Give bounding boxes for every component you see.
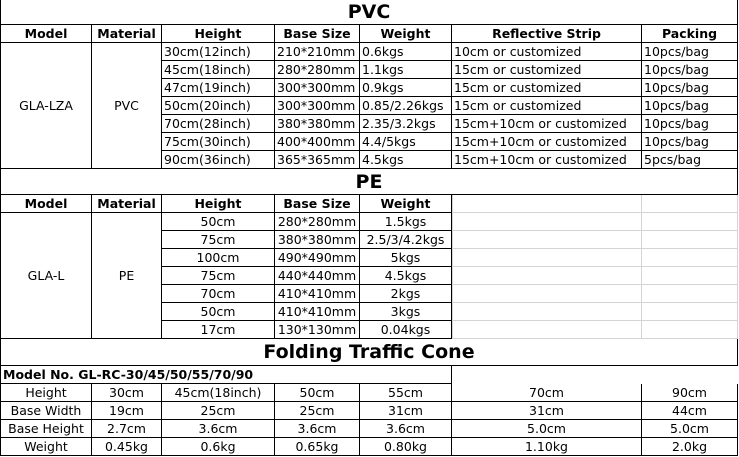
pvc-cell-height: 47cm(19inch) — [162, 79, 275, 97]
empty-grid-cell — [452, 213, 642, 231]
folding-model-number: Model No. GL-RC-30/45/50/55/70/90 — [0, 366, 452, 384]
pe-cell-base-size: 380*380mm — [275, 231, 360, 249]
pe-header-model: Model — [0, 195, 92, 213]
folding-cell-30: 30cm — [92, 384, 162, 402]
pe-section-title: PE — [0, 169, 738, 195]
pvc-cell-packing: 5pcs/bag — [642, 151, 738, 169]
empty-grid-cell — [642, 303, 738, 321]
pvc-header-height: Height — [162, 25, 275, 43]
pvc-cell-base-size: 280*280mm — [275, 61, 360, 79]
pe-cell-weight: 4.5kgs — [360, 267, 452, 285]
pe-header-weight: Weight — [360, 195, 452, 213]
pvc-header-material: Material — [92, 25, 162, 43]
pvc-cell-reflective-strip: 15cm or customized — [452, 61, 642, 79]
pe-cell-base-size: 440*440mm — [275, 267, 360, 285]
pvc-cell-weight: 1.1kgs — [360, 61, 452, 79]
folding-cell-30: 2.7cm — [92, 420, 162, 438]
empty-grid-cell — [452, 285, 642, 303]
empty-grid-cell — [452, 249, 642, 267]
pe-cell-height: 100cm — [162, 249, 275, 267]
pe-cell-height: 50cm — [162, 303, 275, 321]
pvc-cell-base-size: 300*300mm — [275, 79, 360, 97]
pvc-cell-height: 30cm(12inch) — [162, 43, 275, 61]
pe-cell-base-size: 490*490mm — [275, 249, 360, 267]
pvc-cell-reflective-strip: 10cm or customized — [452, 43, 642, 61]
empty-grid-cell — [642, 213, 738, 231]
pe-header-base-size: Base Size — [275, 195, 360, 213]
folding-cell-55: 31cm — [360, 402, 452, 420]
pvc-cell-height: 75cm(30inch) — [162, 133, 275, 151]
folding-cell-45: 0.6kg — [162, 438, 275, 456]
folding-cell-90: 5.0cm — [642, 420, 738, 438]
folding-cell-50: 0.65kg — [275, 438, 360, 456]
empty-grid-cell — [452, 231, 642, 249]
pvc-cell-packing: 10pcs/bag — [642, 115, 738, 133]
pvc-cell-height: 50cm(20inch) — [162, 97, 275, 115]
pvc-header-base-size: Base Size — [275, 25, 360, 43]
empty-grid-cell — [642, 195, 738, 213]
pe-model-cell: GLA-L — [0, 213, 92, 339]
folding-cell-30: 0.45kg — [92, 438, 162, 456]
folding-cell-45: 3.6cm — [162, 420, 275, 438]
folding-cell-70: 1.10kg — [452, 438, 642, 456]
folding-cell-55: 3.6cm — [360, 420, 452, 438]
pe-cell-height: 75cm — [162, 267, 275, 285]
pvc-cell-reflective-strip: 15cm or customized — [452, 97, 642, 115]
pvc-cell-packing: 10pcs/bag — [642, 43, 738, 61]
folding-cell-90: 2.0kg — [642, 438, 738, 456]
folding-section-title: Folding Traffic Cone — [0, 339, 738, 366]
empty-grid-cell — [642, 249, 738, 267]
pvc-cell-weight: 2.35/3.2kgs — [360, 115, 452, 133]
pe-material-cell: PE — [92, 213, 162, 339]
pvc-cell-packing: 10pcs/bag — [642, 133, 738, 151]
folding-cell-label: Base Width — [0, 402, 92, 420]
pvc-cell-packing: 10pcs/bag — [642, 97, 738, 115]
pvc-header-packing: Packing — [642, 25, 738, 43]
pvc-cell-packing: 10pcs/bag — [642, 79, 738, 97]
pvc-model-cell: GLA-LZA — [0, 43, 92, 169]
empty-grid-cell — [452, 195, 642, 213]
empty-grid-cell — [452, 267, 642, 285]
folding-cell-30: 19cm — [92, 402, 162, 420]
folding-cell-70: 31cm — [452, 402, 642, 420]
folding-cell-label: Weight — [0, 438, 92, 456]
folding-cell-50: 25cm — [275, 402, 360, 420]
pe-cell-base-size: 280*280mm — [275, 213, 360, 231]
pvc-cell-base-size: 380*380mm — [275, 115, 360, 133]
pe-cell-weight: 2.5/3/4.2kgs — [360, 231, 452, 249]
pvc-cell-base-size: 300*300mm — [275, 97, 360, 115]
pe-cell-height: 50cm — [162, 213, 275, 231]
pvc-cell-weight: 0.9kgs — [360, 79, 452, 97]
pe-cell-height: 17cm — [162, 321, 275, 339]
pvc-cell-weight: 4.4/5kgs — [360, 133, 452, 151]
pe-cell-weight: 0.04kgs — [360, 321, 452, 339]
pvc-cell-height: 70cm(28inch) — [162, 115, 275, 133]
pvc-cell-base-size: 400*400mm — [275, 133, 360, 151]
pvc-cell-weight: 0.85/2.26kgs — [360, 97, 452, 115]
empty-grid-cell — [642, 321, 738, 339]
pe-header-material: Material — [92, 195, 162, 213]
folding-cell-90: 90cm — [642, 384, 738, 402]
empty-grid-cell — [642, 231, 738, 249]
folding-cell-55: 0.80kg — [360, 438, 452, 456]
pe-cell-base-size: 410*410mm — [275, 285, 360, 303]
pvc-cell-reflective-strip: 15cm+10cm or customized — [452, 151, 642, 169]
pvc-cell-reflective-strip: 15cm or customized — [452, 79, 642, 97]
pvc-material-cell: PVC — [92, 43, 162, 169]
pvc-cell-weight: 4.5kgs — [360, 151, 452, 169]
pvc-header-model: Model — [0, 25, 92, 43]
pvc-section-title: PVC — [0, 0, 738, 25]
empty-grid-cell — [642, 267, 738, 285]
empty-grid-cell — [452, 303, 642, 321]
pvc-cell-reflective-strip: 15cm+10cm or customized — [452, 115, 642, 133]
pvc-cell-reflective-strip: 15cm+10cm or customized — [452, 133, 642, 151]
pvc-header-reflective-strip: Reflective Strip — [452, 25, 642, 43]
folding-cell-45: 25cm — [162, 402, 275, 420]
pe-cell-weight: 3kgs — [360, 303, 452, 321]
pe-cell-weight: 2kgs — [360, 285, 452, 303]
folding-cell-50: 50cm — [275, 384, 360, 402]
pe-cell-weight: 5kgs — [360, 249, 452, 267]
pe-cell-height: 75cm — [162, 231, 275, 249]
empty-grid-cell — [642, 285, 738, 303]
folding-cell-70: 70cm — [452, 384, 642, 402]
pe-cell-weight: 1.5kgs — [360, 213, 452, 231]
folding-cell-label: Base Height — [0, 420, 92, 438]
pvc-cell-base-size: 365*365mm — [275, 151, 360, 169]
pvc-cell-height: 90cm(36inch) — [162, 151, 275, 169]
folding-cell-55: 55cm — [360, 384, 452, 402]
folding-cell-label: Height — [0, 384, 92, 402]
pe-header-height: Height — [162, 195, 275, 213]
folding-cell-50: 3.6cm — [275, 420, 360, 438]
pvc-cell-base-size: 210*210mm — [275, 43, 360, 61]
folding-cell-70: 5.0cm — [452, 420, 642, 438]
folding-cell-90: 44cm — [642, 402, 738, 420]
pvc-cell-weight: 0.6kgs — [360, 43, 452, 61]
pe-cell-height: 70cm — [162, 285, 275, 303]
empty-grid-cell — [452, 321, 642, 339]
folding-cell-45: 45cm(18inch) — [162, 384, 275, 402]
pvc-header-weight: Weight — [360, 25, 452, 43]
pe-cell-base-size: 130*130mm — [275, 321, 360, 339]
pvc-cell-packing: 10pcs/bag — [642, 61, 738, 79]
pvc-cell-height: 45cm(18inch) — [162, 61, 275, 79]
pe-cell-base-size: 410*410mm — [275, 303, 360, 321]
